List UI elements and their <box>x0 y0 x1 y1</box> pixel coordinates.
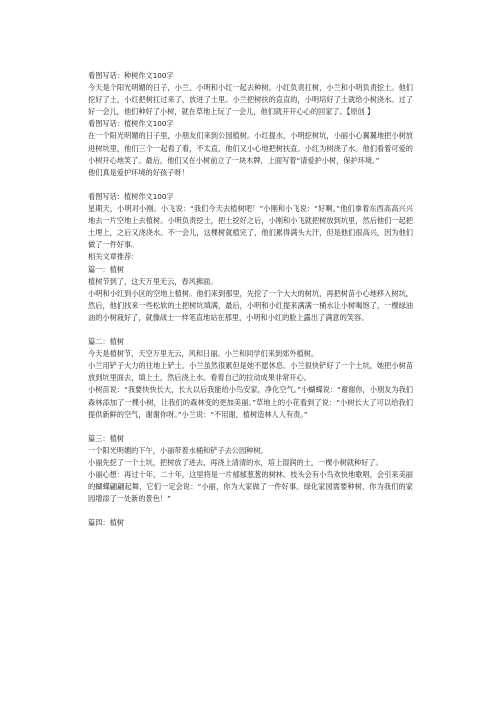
essay-paragraph: 今天是个阳光明媚的日子，小兰、小明和小红一起去种树。小红负责扛树，小兰和小明负责挖土。他们挖好了土，小红把树扛过来了，放进了土里。小兰把树扶的直直的，小明培好了土就给小树浇水。过了好一会儿，他们种好了小树，就在草地上玩了一会儿，他们就开开心心的回家了。【原创 】 <box>88 83 413 117</box>
essay-heading: 看图写话：植树作文100字 <box>88 119 174 129</box>
essay-heading: 看图写话：种树作文100字 <box>88 71 174 80</box>
essay-paragraph: 小兰用铲子大力的往地上铲土。小兰虽然很累但是她不愿休息。小兰很快铲好了一个土坑，她把小树苗放到坑里面去，填上土，然后浇上水。看着自己的拉动成果非常开心。 <box>88 361 413 383</box>
essay-heading: 看图写话：植树作文100字 <box>88 191 174 201</box>
essay-paragraph: 植树节到了，这天万里无云，春风拂面。 <box>88 276 218 286</box>
blank-line <box>88 179 413 191</box>
essay-paragraph: 小丽心想：再过十年，二十年，这里将是一片郁郁葱葱的树林。枝头会有小鸟欢快地歌唱，会引来美丽的蝴蝶翩翩起舞，它们一定会说：“小丽，你为大家做了一件好事。绿化家园需要种树，你为我们的家园增添了一处新的景色！” <box>88 470 413 504</box>
essay-paragraph: 他们真是爱护环境的好孩子呀！ <box>88 167 189 177</box>
section-heading: 篇二：植树 <box>88 337 124 347</box>
blank-line <box>88 324 413 336</box>
essay-paragraph: 今天是植树节，天空万里无云，风和日丽。小兰和同学们来到郊外植树。 <box>88 349 319 359</box>
blank-line <box>88 421 413 433</box>
document-body <box>88 70 413 530</box>
essay-paragraph: 小树苗说：“我要快快长大，长大以后我能给小鸟安家，净化空气。”小蝴蝶说：“谢谢你，小朋友为我们森林添加了一棵小树，让我们的森林变的更加美丽。”草地上的小花看到了说：“小树长大了可以给我们提供新鲜的空气，谢谢你呀。”小兰说：“不用谢，植树造林人人有责。” <box>88 385 413 419</box>
essay-paragraph: 小明和小红到小区的空地上植树。他们来到那里，先挖了一个大大的树坑，再把树苗小心地移入树坑，然后，他们找来一些松软的土把树坑填满，最后，小明和小红提来满满一桶水让小树喝饱了，一棵绿油油的小树栽好了，就像战士一样笔直地站在那里，小明和小红的脸上露出了满意的笑容。 <box>88 288 413 322</box>
essay-paragraph: 星期天，小明对小刚、小飞说：“我们今天去植树吧！”小刚和小飞说：“好啊。”他们拿着东西高高兴兴地去一片空地上去植树。小明负责挖土，把土挖好之后，小刚和小飞就把树放到坑里，然后他们一起把土埋上，之后又浇浇水。不一会儿，这棵树就植完了，他们累得满头大汗，但是他们很高兴，因为他们做了一件好事。 <box>88 204 413 250</box>
related-articles-label: 相关文章推荐： <box>88 252 139 262</box>
blank-line <box>88 505 413 517</box>
section-heading: 篇三：植树 <box>88 433 124 443</box>
essay-paragraph: 小丽先挖了一个土坑，把树放了进去，再浇上清清的水，培上湿润的土，一棵小树就种好了。 <box>88 458 383 467</box>
section-heading: 篇一：植树 <box>88 264 124 274</box>
essay-paragraph: 在一个阳光明媚的日子里，小朋友们来到公园植树。小红提水，小明挖树坑，小丽小心翼翼地把小树放进树坑里，他们三个一起看了看，不太直，他们又小心地把树扶直。小红为树浇了水。他们看着可爱的小树开心地笑了。最后，他们又在小树前立了一块木牌，上面写着“请爱护小树，保护环境。” <box>88 131 413 165</box>
essay-paragraph: 一个阳光明媚的下午，小丽带着水桶和铲子去公园种树。 <box>88 445 268 455</box>
section-heading: 篇四：植树 <box>88 518 124 528</box>
